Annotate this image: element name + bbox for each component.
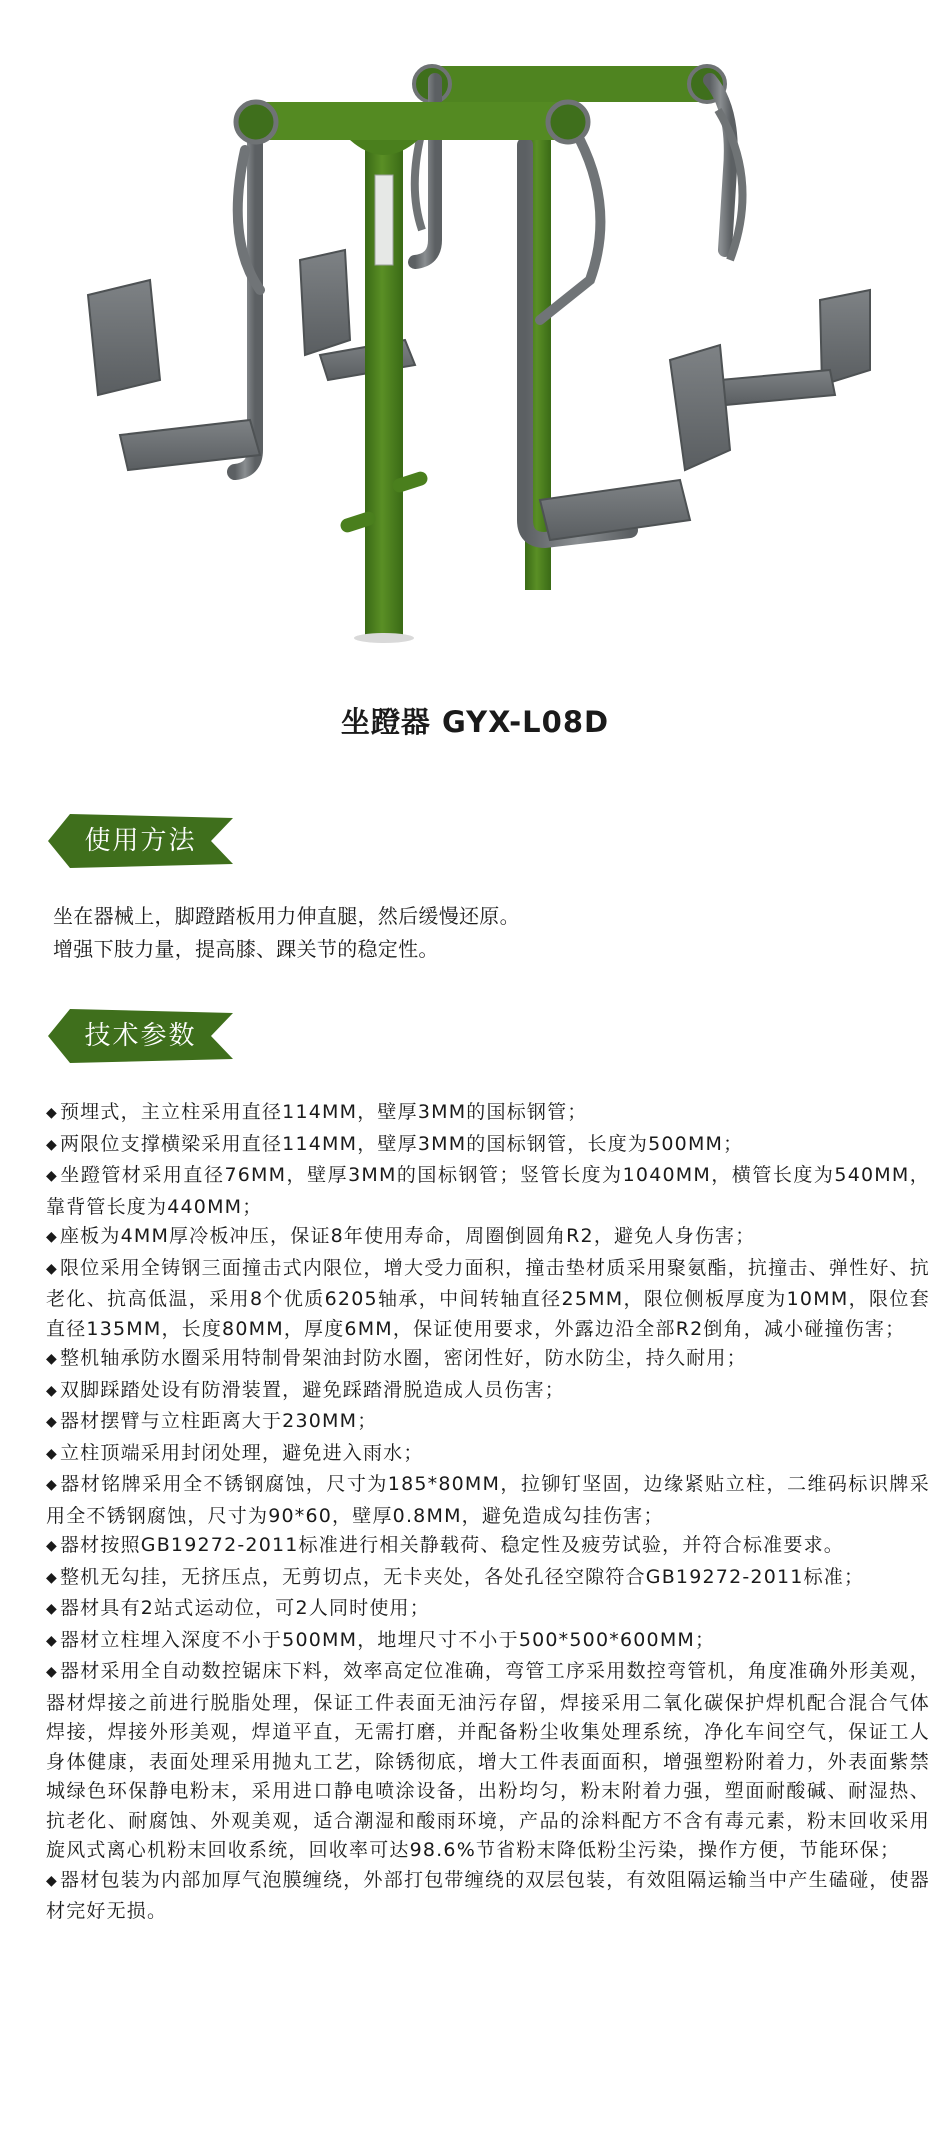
spec-item: ◆ 器材摆臂与立柱距离大于230MM；	[46, 1407, 930, 1439]
product-title: 坐蹬器 GYX-L08D	[340, 705, 610, 739]
spec-item: ◆ 器材包装为内部加厚气泡膜缠绕，外部打包带缠绕的双层包装，有效阻隔运输当中产生磕碰，使器材完好无损。	[46, 1866, 930, 1927]
spec-item: ◆ 预埋式，主立柱采用直径114MM，壁厚3MM的国标钢管；	[46, 1098, 930, 1130]
spec-item: ◆ 器材具有2站式运动位，可2人同时使用；	[46, 1594, 930, 1626]
spec-item: ◆ 器材铭牌采用全不锈钢腐蚀，尺寸为185*80MM，拉铆钉坚固，边缘紧贴立柱，二维码标识牌采用全不锈钢腐蚀，尺寸为90*60，壁厚0.8MM，避免造成勾挂伤害；	[46, 1470, 930, 1531]
spec-item: ◆ 立柱顶端采用封闭处理，避免进入雨水；	[46, 1439, 930, 1471]
specs-heading-label: 技术参数	[84, 1021, 197, 1051]
spec-item: ◆ 限位采用全铸钢三面撞击式内限位，增大受力面积，撞击垫材质采用聚氨酯，抗撞击、弹性好、抗老化、抗高低温，采用8个优质6205轴承，中间转轴直径25MM，限位侧板厚度为10MM，限位套直径135MM，长度80MM，厚度6MM，保证使用要求，外露边沿全部R2倒角，减小碰撞伤害；	[46, 1254, 930, 1345]
spec-item: ◆ 坐蹬管材采用直径76MM，壁厚3MM的国标钢管；竖管长度为1040MM，横管长度为540MM，靠背管长度为440MM；	[46, 1161, 930, 1222]
spec-list	[46, 1098, 930, 1927]
usage-line: 增强下肢力量，提高膝、踝关节的稳定性。	[53, 937, 439, 961]
usage-heading-label: 使用方法	[84, 826, 197, 856]
specs-section-heading	[48, 1007, 233, 1065]
spec-item: ◆ 座板为4MM厚冷板冲压，保证8年使用寿命，周圈倒圆角R2，避免人身伤害；	[46, 1222, 930, 1254]
spec-item: ◆ 双脚踩踏处设有防滑装置，避免踩踏滑脱造成人员伤害；	[46, 1376, 930, 1408]
spec-item: ◆ 器材采用全自动数控锯床下料，效率高定位准确，弯管工序采用数控弯管机，角度准确外形美观，器材焊接之前进行脱脂处理，保证工件表面无油污存留，焊接采用二氧化碳保护焊机配合混合气体焊接，焊接外形美观，焊道平直，无需打磨，并配备粉尘收集处理系统，净化车间空气，保证工人身体健康，表面处理采用抛丸工艺，除锈彻底，增大工件表面面积，增强塑粉附着力，外表面紫禁城绿色环保静电粉末，采用进口静电喷涂设备，出粉均匀，粉末附着力强，塑面耐酸碱、耐湿热、抗老化、耐腐蚀、外观美观，适合潮湿和酸雨环境，产品的涂料配方不含有毒元素，粉末回收采用旋风式离心机粉末回收系统，回收率可达98.6%节省粉末降低粉尘污染，操作方便，节能环保；	[46, 1657, 930, 1866]
spec-item: ◆ 器材立柱埋入深度不小于500MM，地埋尺寸不小于500*500*600MM；	[46, 1626, 930, 1658]
usage-line: 坐在器械上，脚蹬踏板用力伸直腿，然后缓慢还原。	[53, 904, 520, 928]
product-image	[70, 50, 880, 650]
spec-item: ◆ 两限位支撑横梁采用直径114MM，壁厚3MM的国标钢管，长度为500MM；	[46, 1130, 930, 1162]
usage-description	[53, 900, 913, 966]
spec-item: ◆ 整机无勾挂，无挤压点，无剪切点，无卡夹处，各处孔径空隙符合GB19272-2011标准；	[46, 1563, 930, 1595]
spec-item: ◆ 器材按照GB19272-2011标准进行相关静载荷、稳定性及疲劳试验，并符合标准要求。	[46, 1531, 930, 1563]
usage-section-heading	[48, 812, 233, 870]
spec-item: ◆ 整机轴承防水圈采用特制骨架油封防水圈，密闭性好，防水防尘，持久耐用；	[46, 1344, 930, 1376]
